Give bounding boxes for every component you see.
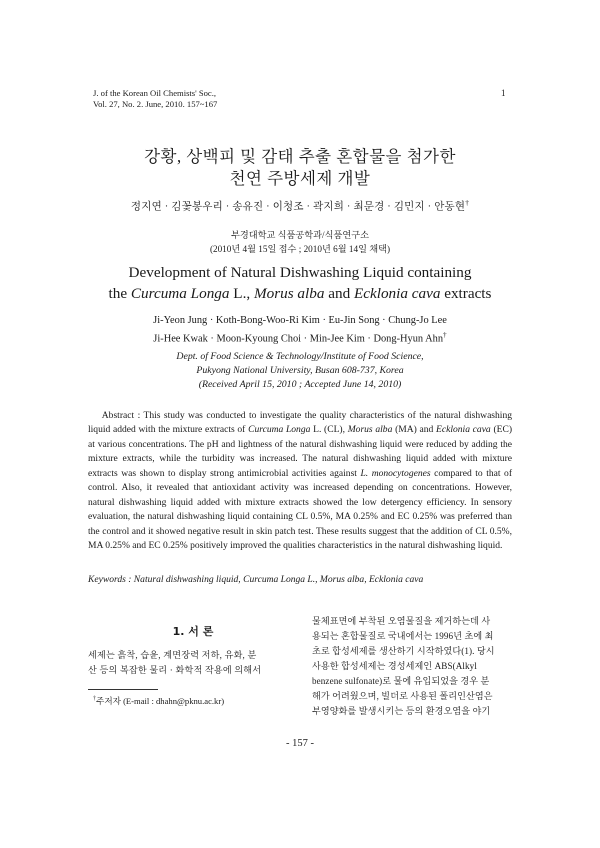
english-affiliation-line2: Pukyong National University, Busan 608-737, Korea: [196, 365, 404, 376]
footnote: [93, 695, 224, 707]
title-and: and: [324, 285, 354, 302]
abstract-sep: :: [134, 410, 144, 421]
title-curcuma: Curcuma Longa: [130, 285, 230, 302]
footnote-dagger: †: [93, 696, 97, 703]
keywords: [88, 574, 512, 585]
abstract-text-1: This study was conducted to investigate the quality characteristics of the natural dishwashing liquid added with the mixture extracts of: [88, 410, 512, 436]
abstract: [88, 409, 512, 554]
title-l: L.,: [229, 285, 254, 302]
journal-volume: Vol. 27, No. 2. June, 2010. 157~167: [93, 99, 218, 109]
abstract-ecklonia: Ecklonia cava: [436, 424, 491, 436]
keywords-sep: :: [125, 574, 134, 585]
english-affiliation-line1: Dept. of Food Science & Technology/Institute of Food Science,: [176, 351, 424, 362]
keywords-text: Natural dishwashing liquid, Curcuma Longa L., Morus alba, Ecklonia cava: [133, 574, 424, 585]
keywords-label: Keywords: [88, 574, 126, 585]
corresponding-dagger-en: †: [443, 331, 447, 339]
abstract-text-5: compared to that of control. Also, it revealed that antioxidant activity was increased depending on concentrations. However, natural dishwashing liquid added with mixture extracts showed the low detergency efficiency. In sensory evaluation, the natural dishwashing liquid containing CL 0.5%, MA 0.25% and EC 0.25% was preferred than the control and it showed negative result in skin patch test. These results suggest that the addition of CL 0.5%, MA 0.25% and EC 0.25% positively improved the qualities characteristics in the natural dishwashing liquid.: [88, 467, 512, 552]
footnote-text: 주저자 (E-mail : dhahn@pknu.ac.kr): [96, 696, 225, 706]
korean-title-line2: 천연 주방세제 개발: [229, 169, 371, 188]
intro-right-line: 부영양화를 발생시키는 등의 환경오염을 야기: [312, 706, 491, 716]
section-heading-introduction: 1. 서 론: [172, 625, 214, 638]
abstract-text-2: L. (CL),: [310, 424, 348, 436]
title-extracts: extracts: [440, 285, 492, 302]
abstract-morus: Morus alba: [347, 424, 393, 436]
footnote-divider: [88, 689, 158, 690]
english-dates: (Received April 15, 2010 ; Accepted June 14, 2010): [198, 379, 402, 390]
page-number-bottom: - 157 -: [286, 738, 314, 749]
intro-right-line: 초로 합성세제를 생산하기 시작하였다(1). 당시: [312, 646, 495, 656]
title-the: the: [108, 285, 131, 302]
abstract-label: Abstract: [101, 410, 135, 421]
intro-left-line: 산 등의 복잡한 물리 · 화학적 작용에 의해서: [88, 665, 262, 675]
english-author-list-2: Ji-Hee Kwak · Moon-Kyoung Choi · Min-Jee Kim · Dong-Hyun Ahn: [153, 333, 444, 345]
intro-right-column: [312, 614, 518, 719]
english-title-line1: Development of Natural Dishwashing Liquid containing: [128, 264, 472, 281]
english-authors-line2: [0, 328, 600, 346]
intro-right-line: 물체표면에 부착된 오염물질을 제거하는데 사: [312, 616, 491, 626]
abstract-curcuma: Curcuma Longa: [248, 424, 311, 436]
korean-authors: [0, 198, 600, 214]
english-authors-line1: Ji-Yeon Jung · Koth-Bong-Woo-Ri Kim · Eu-Jin Song · Chung-Jo Lee: [153, 315, 447, 326]
abstract-listeria: L. monocytogenes: [360, 467, 431, 479]
page-number-top: 1: [501, 88, 506, 98]
title-morus: Morus alba: [253, 285, 325, 302]
abstract-text-3: (MA) and: [392, 424, 437, 436]
journal-header: [93, 88, 217, 110]
korean-author-list: 정지연 · 김꽃봉우리 · 송유진 · 이청조 · 곽지희 · 최문경 · 김민지 · 안동현: [130, 201, 466, 213]
corresponding-dagger: †: [465, 198, 470, 207]
title-ecklonia: Ecklonia cava: [353, 285, 441, 302]
journal-name: J. of the Korean Oil Chemists' Soc.,: [93, 88, 217, 98]
english-title-line2: [0, 283, 600, 304]
intro-right-line: benzene sulfonate)로 물에 유입되었을 경우 분: [312, 676, 490, 686]
abstract-text-4: (EC) at various concentrations. The pH and lightness of the natural dishwashing liquid were reduced by adding the mixture extracts, while the turbidity was increased. The natural dishwashing liquid added with mixture extracts was shown to display strong antimicrobial activities against: [88, 424, 512, 479]
korean-affiliation: 부경대학교 식품공학과/식품연구소: [231, 230, 369, 240]
korean-title-line1: 강황, 상백피 및 감태 추출 혼합물을 첨가한: [144, 147, 456, 166]
intro-left-line: 세제는 흙착, 습윤, 계면장력 저하, 유화, 분: [88, 650, 257, 660]
intro-left-column: [88, 648, 294, 678]
korean-dates: (2010년 4월 15일 접수 ; 2010년 6월 14일 채택): [209, 244, 391, 254]
intro-right-line: 사용한 합성세제는 경성세제인 ABS(Alkyl: [312, 661, 477, 671]
intro-right-line: 용되는 혼합물질로 국내에서는 1996년 초에 최: [312, 631, 494, 641]
intro-right-line: 해가 어려웠으며, 빌더로 사용된 폴리인산염은: [312, 691, 493, 701]
